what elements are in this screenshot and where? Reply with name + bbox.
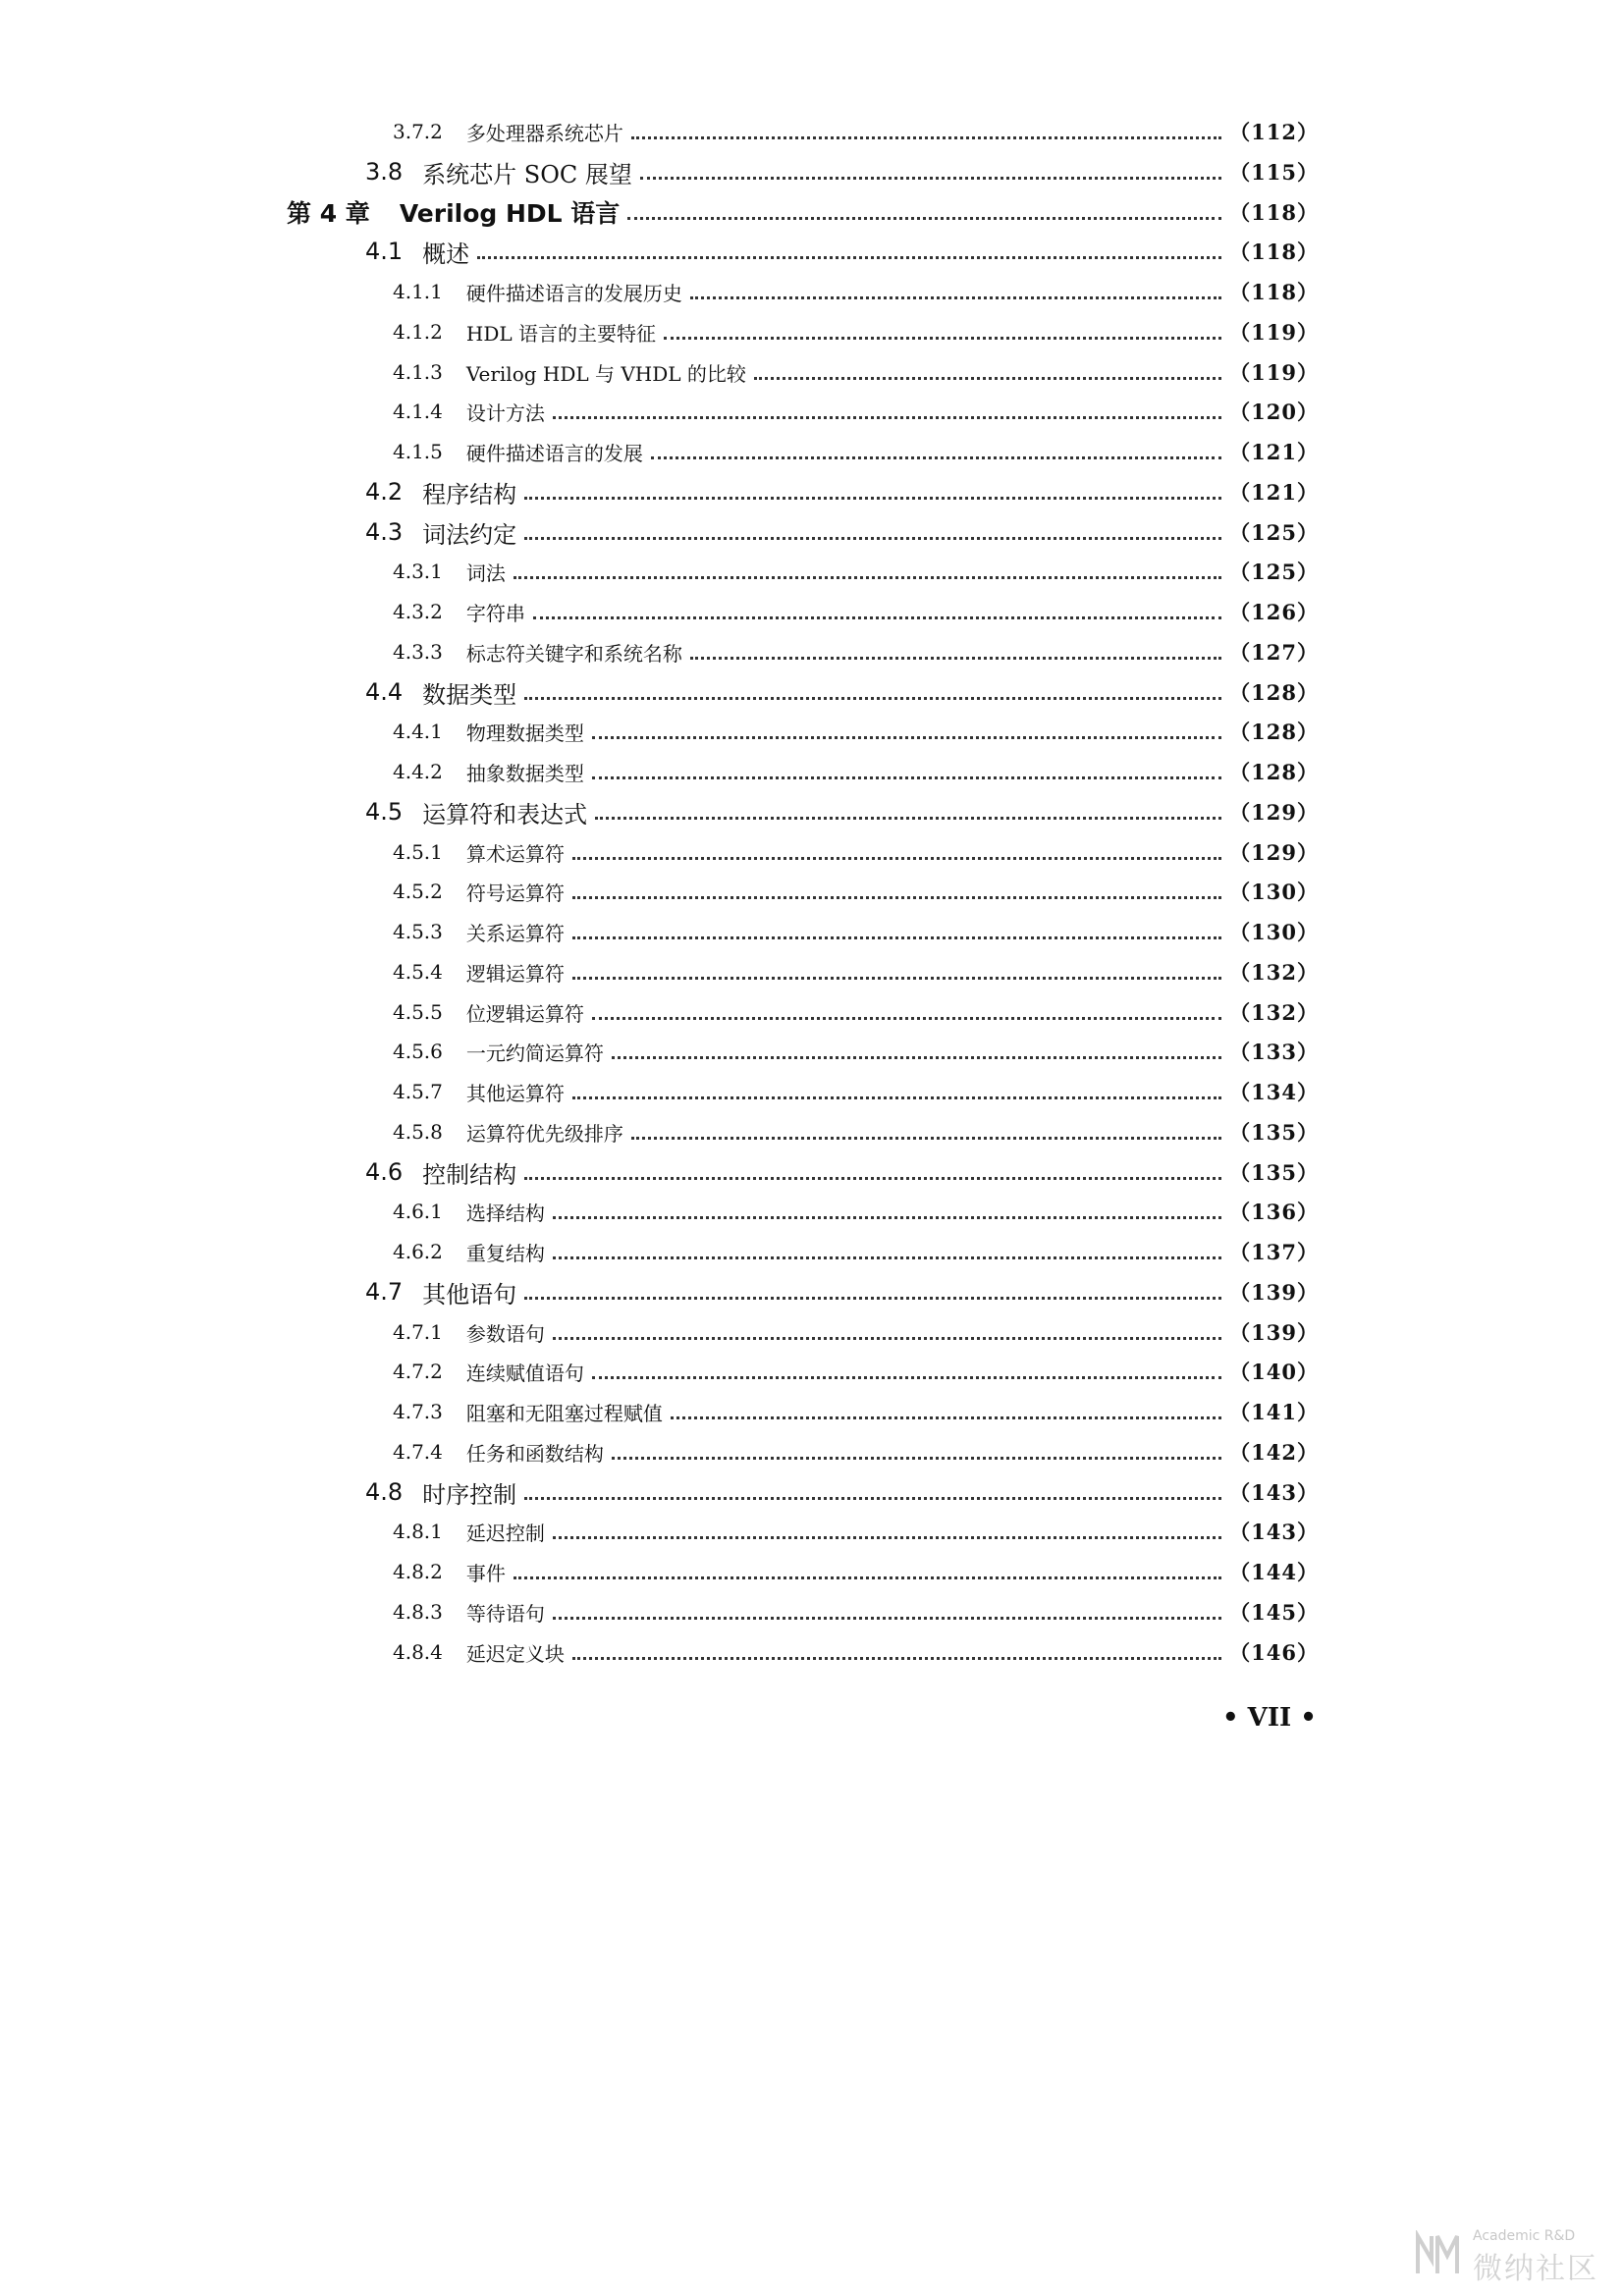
toc-entry-sub	[393, 1314, 1319, 1350]
toc-number: 4.7.1	[393, 1320, 443, 1344]
toc-page: （135）	[1229, 1120, 1319, 1145]
toc-entry-sub	[393, 314, 1319, 349]
toc-page: （129）	[1229, 800, 1319, 825]
toc-page: （130）	[1229, 920, 1319, 944]
toc-page: （125）	[1229, 520, 1319, 545]
toc-title: 算术运算符	[465, 841, 565, 866]
toc-leader-dots	[524, 537, 1221, 540]
toc-leader-dots	[612, 1056, 1221, 1059]
toc-leader-dots	[533, 616, 1221, 619]
toc-number: 4.5.3	[393, 920, 443, 943]
toc-leader-dots	[664, 337, 1221, 340]
toc-title: 重复结构	[465, 1241, 545, 1265]
toc-page: （132）	[1229, 1000, 1319, 1025]
toc-page: （146）	[1229, 1640, 1319, 1665]
toc-entry-sub	[393, 1034, 1319, 1069]
toc-title: 设计方法	[465, 400, 545, 425]
toc-page: （137）	[1229, 1240, 1319, 1264]
toc-title: 多处理器系统芯片	[465, 121, 623, 145]
toc-leader-dots	[631, 136, 1221, 139]
toc-number: 4.8.1	[393, 1520, 443, 1543]
toc-leader-dots	[640, 177, 1221, 180]
toc-title: 其他语句	[422, 1280, 517, 1308]
toc-page: （142）	[1229, 1440, 1319, 1465]
toc-title: 事件	[465, 1561, 506, 1585]
toc-number: 4.5.6	[393, 1040, 443, 1063]
toc-number: 4.8.2	[393, 1560, 443, 1583]
toc-title: 任务和函数结构	[465, 1441, 604, 1466]
toc-page: （121）	[1229, 440, 1319, 464]
toc-page: （140）	[1229, 1360, 1319, 1384]
toc-number: 4.1.1	[393, 280, 443, 303]
toc-leader-dots	[524, 697, 1221, 700]
toc-leader-dots	[595, 817, 1221, 820]
toc-entry-sub	[393, 1634, 1319, 1670]
toc-title: 时序控制	[422, 1480, 517, 1509]
watermark-chinese: 微纳社区	[1473, 2252, 1598, 2286]
page-number: • VII •	[1222, 1703, 1317, 1733]
watermark-english: Academic R&D	[1473, 2228, 1576, 2244]
toc-page: （139）	[1229, 1320, 1319, 1345]
toc-number: 4.5.1	[393, 840, 443, 864]
toc-title: 运算符和表达式	[422, 800, 588, 828]
toc-entry-sub	[393, 714, 1319, 749]
toc-entry-sub	[393, 1354, 1319, 1389]
nm-logo-icon	[1414, 2230, 1469, 2277]
toc-number: 4.6	[365, 1158, 404, 1186]
toc-entry-section	[365, 794, 1319, 829]
toc-entry-section	[365, 1474, 1319, 1510]
toc-number: 4.5.8	[393, 1120, 443, 1144]
toc-entry-sub	[393, 634, 1319, 669]
toc-title: 关系运算符	[465, 921, 565, 945]
toc-entry-section	[365, 514, 1319, 550]
toc-leader-dots	[524, 1177, 1221, 1180]
toc-page: （119）	[1229, 360, 1319, 385]
toc-title: 等待语句	[465, 1601, 545, 1626]
toc-entry-section	[365, 1154, 1319, 1190]
toc-number: 4.7.3	[393, 1400, 443, 1423]
toc-leader-dots	[553, 416, 1221, 419]
toc-number: 4.1	[365, 238, 404, 265]
toc-leader-dots	[572, 896, 1221, 899]
toc-page: （143）	[1229, 1520, 1319, 1544]
toc-leader-dots	[477, 256, 1221, 259]
toc-number: 4.1.2	[393, 320, 443, 344]
toc-number: 4.8.3	[393, 1600, 443, 1624]
toc-page: （119）	[1229, 320, 1319, 345]
toc-leader-dots	[553, 1256, 1221, 1259]
toc-title: 一元约简运算符	[465, 1041, 604, 1065]
toc-leader-dots	[690, 657, 1221, 660]
toc-title: 字符串	[465, 601, 525, 625]
toc-leader-dots	[524, 1497, 1221, 1500]
toc-number: 4.1.5	[393, 440, 443, 463]
toc-page: （118）	[1229, 200, 1319, 225]
toc-page: （133）	[1229, 1040, 1319, 1064]
toc-title: 符号运算符	[465, 881, 565, 905]
toc-number: 4.6.1	[393, 1200, 443, 1223]
toc-number: 4.4.1	[393, 720, 443, 743]
toc-number: 4.5	[365, 798, 404, 826]
toc-title: 选择结构	[465, 1201, 545, 1225]
toc-page: （130）	[1229, 880, 1319, 904]
toc-entry-sub	[393, 914, 1319, 949]
toc-number: 第 4 章	[287, 199, 370, 228]
toc-page: （132）	[1229, 960, 1319, 985]
toc-number: 3.8	[365, 158, 404, 186]
toc-number: 4.3.2	[393, 600, 443, 623]
toc-entry-sub	[393, 1114, 1319, 1149]
toc-title: 其他运算符	[465, 1081, 565, 1105]
toc-entry-section	[365, 234, 1319, 269]
toc-number: 4.3.1	[393, 560, 443, 583]
toc-entry-sub	[393, 874, 1319, 909]
toc-page: （115）	[1229, 160, 1319, 185]
toc-page: （120）	[1229, 400, 1319, 424]
toc-page: （129）	[1229, 840, 1319, 865]
toc-number: 4.2	[365, 478, 404, 506]
toc-page: （112）	[1229, 120, 1319, 144]
toc-leader-dots	[553, 1536, 1221, 1539]
toc-leader-dots	[671, 1416, 1221, 1419]
toc-number: 4.7.2	[393, 1360, 443, 1383]
toc-title: 控制结构	[422, 1160, 517, 1189]
toc-entry-sub	[393, 594, 1319, 629]
toc-leader-dots	[592, 1017, 1221, 1020]
toc-title: 词法约定	[422, 520, 517, 549]
toc-title: 词法	[465, 561, 506, 585]
toc-title: 延迟定义块	[465, 1641, 565, 1666]
toc-leader-dots	[627, 217, 1221, 220]
toc-leader-dots	[572, 857, 1221, 860]
toc-leader-dots	[514, 1576, 1221, 1579]
toc-entry-sub	[393, 394, 1319, 429]
toc-leader-dots	[592, 776, 1221, 779]
toc-leader-dots	[612, 1457, 1221, 1460]
toc-title: 阻塞和无阻塞过程赋值	[465, 1401, 663, 1425]
toc-leader-dots	[572, 936, 1221, 939]
toc-title: Verilog HDL 与 VHDL 的比较	[465, 361, 746, 386]
toc-number: 4.4.2	[393, 760, 443, 783]
toc-number: 4.7.4	[393, 1440, 443, 1464]
toc-leader-dots	[524, 1297, 1221, 1300]
toc-number: 4.3.3	[393, 640, 443, 664]
toc-leader-dots	[553, 1337, 1221, 1340]
toc-number: 4.5.5	[393, 1000, 443, 1024]
toc-number: 4.1.4	[393, 400, 443, 423]
toc-number: 4.3	[365, 518, 404, 546]
toc-entry-sub	[393, 754, 1319, 789]
toc-entry-sub	[393, 114, 1319, 149]
toc-entry-sub	[393, 834, 1319, 870]
toc-number: 4.5.4	[393, 960, 443, 984]
toc-title: Verilog HDL 语言	[399, 199, 621, 228]
toc-number: 4.5.2	[393, 880, 443, 903]
toc-entry-sub	[393, 1554, 1319, 1589]
toc-page: （134）	[1229, 1080, 1319, 1104]
toc-title: 位逻辑运算符	[465, 1001, 584, 1026]
toc-number: 4.6.2	[393, 1240, 443, 1263]
toc-title: 连续赋值语句	[465, 1361, 584, 1385]
toc-entry-sub	[393, 354, 1319, 390]
toc-page: （144）	[1229, 1560, 1319, 1584]
toc-title: 参数语句	[465, 1321, 545, 1346]
toc-page: （127）	[1229, 640, 1319, 665]
toc-leader-dots	[572, 1657, 1221, 1660]
toc-page: （128）	[1229, 720, 1319, 744]
toc-title: 逻辑运算符	[465, 961, 565, 986]
toc-entry-sub	[393, 434, 1319, 469]
toc-title: HDL 语言的主要特征	[465, 321, 657, 346]
toc-entry-sub	[393, 1434, 1319, 1469]
toc-leader-dots	[553, 1216, 1221, 1219]
toc-title: 标志符关键字和系统名称	[465, 641, 682, 666]
toc-leader-dots	[592, 736, 1221, 739]
toc-page: （143）	[1229, 1480, 1319, 1505]
toc-leader-dots	[631, 1137, 1221, 1140]
toc-page: （136）	[1229, 1200, 1319, 1224]
toc-leader-dots	[690, 296, 1221, 299]
toc-entry-section	[365, 474, 1319, 509]
toc-page: （128）	[1229, 760, 1319, 784]
toc-number: 4.4	[365, 678, 404, 706]
toc-title: 物理数据类型	[465, 721, 584, 745]
toc-entry-section	[365, 154, 1319, 189]
toc-page: （141）	[1229, 1400, 1319, 1424]
toc-entry-chapter	[287, 194, 1319, 230]
toc-title: 数据类型	[422, 680, 517, 709]
toc-title: 程序结构	[422, 480, 517, 508]
toc-page: （121）	[1229, 480, 1319, 505]
toc-title: 运算符优先级排序	[465, 1121, 623, 1146]
toc-page: （118）	[1229, 240, 1319, 264]
toc-entry-sub	[393, 1074, 1319, 1109]
toc-entry-sub	[393, 1234, 1319, 1269]
toc-title: 硬件描述语言的发展	[465, 441, 643, 465]
toc-number: 4.5.7	[393, 1080, 443, 1103]
toc-page: （118）	[1229, 280, 1319, 304]
toc-entry-section	[365, 1274, 1319, 1309]
toc-leader-dots	[514, 576, 1221, 579]
toc-number: 4.8.4	[393, 1640, 443, 1664]
toc-leader-dots	[592, 1376, 1221, 1379]
toc-title: 概述	[422, 240, 470, 268]
toc-entry-sub	[393, 954, 1319, 989]
toc-entry-section	[365, 674, 1319, 710]
toc-page: （145）	[1229, 1600, 1319, 1625]
toc-page: （135）	[1229, 1160, 1319, 1185]
toc-entry-sub	[393, 1394, 1319, 1429]
toc-leader-dots	[754, 377, 1221, 380]
toc-number: 4.7	[365, 1278, 404, 1306]
toc-number: 4.1.3	[393, 360, 443, 384]
toc-page: （126）	[1229, 600, 1319, 624]
toc-page: （139）	[1229, 1280, 1319, 1305]
watermark	[1414, 2226, 1610, 2286]
toc-leader-dots	[572, 977, 1221, 980]
toc-entry-sub	[393, 554, 1319, 589]
toc-entry-sub	[393, 1594, 1319, 1629]
toc-page: （125）	[1229, 560, 1319, 584]
toc-entry-sub	[393, 1514, 1319, 1549]
toc-entry-sub	[393, 1194, 1319, 1229]
toc-entry-sub	[393, 994, 1319, 1030]
toc-page: （128）	[1229, 680, 1319, 705]
toc-title: 系统芯片 SOC 展望	[422, 160, 632, 188]
toc-leader-dots	[651, 456, 1221, 459]
toc-title: 抽象数据类型	[465, 761, 584, 785]
toc-number: 4.8	[365, 1478, 404, 1506]
toc-number: 3.7.2	[393, 120, 443, 143]
toc-leader-dots	[524, 497, 1221, 500]
toc-title: 硬件描述语言的发展历史	[465, 281, 682, 305]
toc-leader-dots	[572, 1096, 1221, 1099]
toc-title: 延迟控制	[465, 1521, 545, 1545]
toc-leader-dots	[553, 1617, 1221, 1620]
toc-entry-sub	[393, 274, 1319, 309]
